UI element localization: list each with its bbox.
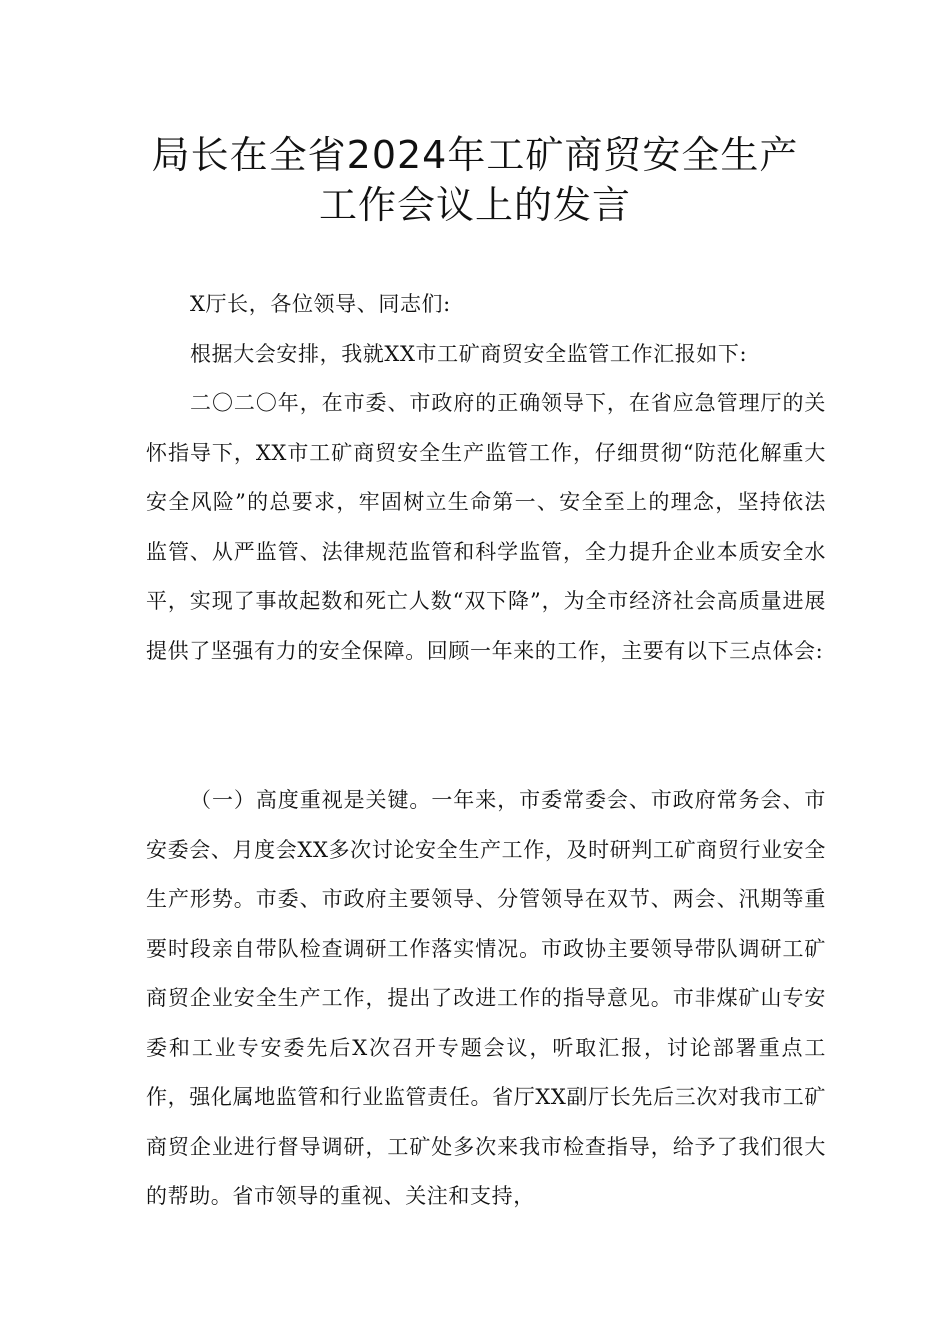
salutation: X厅长，各位领导、同志们: (190, 292, 451, 316)
intro-paragraph: 根据大会安排，我就XX市工矿商贸安全监管工作汇报如下: (190, 341, 748, 366)
document-body-upper (146, 280, 826, 676)
document-body-lower (146, 776, 826, 1222)
point-one-paragraph: （一）高度重视是关键。一年来，市委常委会、市政府常务会、市安委会、月度会XX多次讨论安全生产工作，及时研判工矿商贸行业安全生产形势。市委、市政府主要领导、分管领导在双节、两会、汛期等重要时段亲自带队检查调研工作落实情况。市政协主要领导带队调研工矿商贸企业安全生产工作，提出了改进工作的指导意见。市非煤矿山专安委和工业专安委先后X次召开专题会议，听取汇报，讨论部署重点工作，强化属地监管和行业监管责任。省厅XX副厅长先后三次对我市工矿商贸企业进行督导调研，工矿处多次来我市检查指导，给予了我们很大的帮助。省市领导的重视、关注和支持， (146, 788, 826, 1208)
overview-paragraph: 二〇二〇年，在市委、市政府的正确领导下，在省应急管理厅的关怀指导下，XX市工矿商贸安全生产监管工作，仔细贯彻“防范化解重大安全风险”的总要求，牢固树立生命第一、安全至上的理念，坚持依法监管、从严监管、法律规范监管和科学监管，全力提升企业本质安全水平，实现了事故起数和死亡人数“双下降”，为全市经济社会高质量进展提供了坚强有力的安全保障。回顾一年来的工作，主要有以下三点体会: (146, 391, 826, 663)
document-title-line-1: 局长在全省2024年工矿商贸安全生产 (151, 133, 799, 177)
document-title-line-2: 工作会议上的发言 (318, 183, 631, 227)
